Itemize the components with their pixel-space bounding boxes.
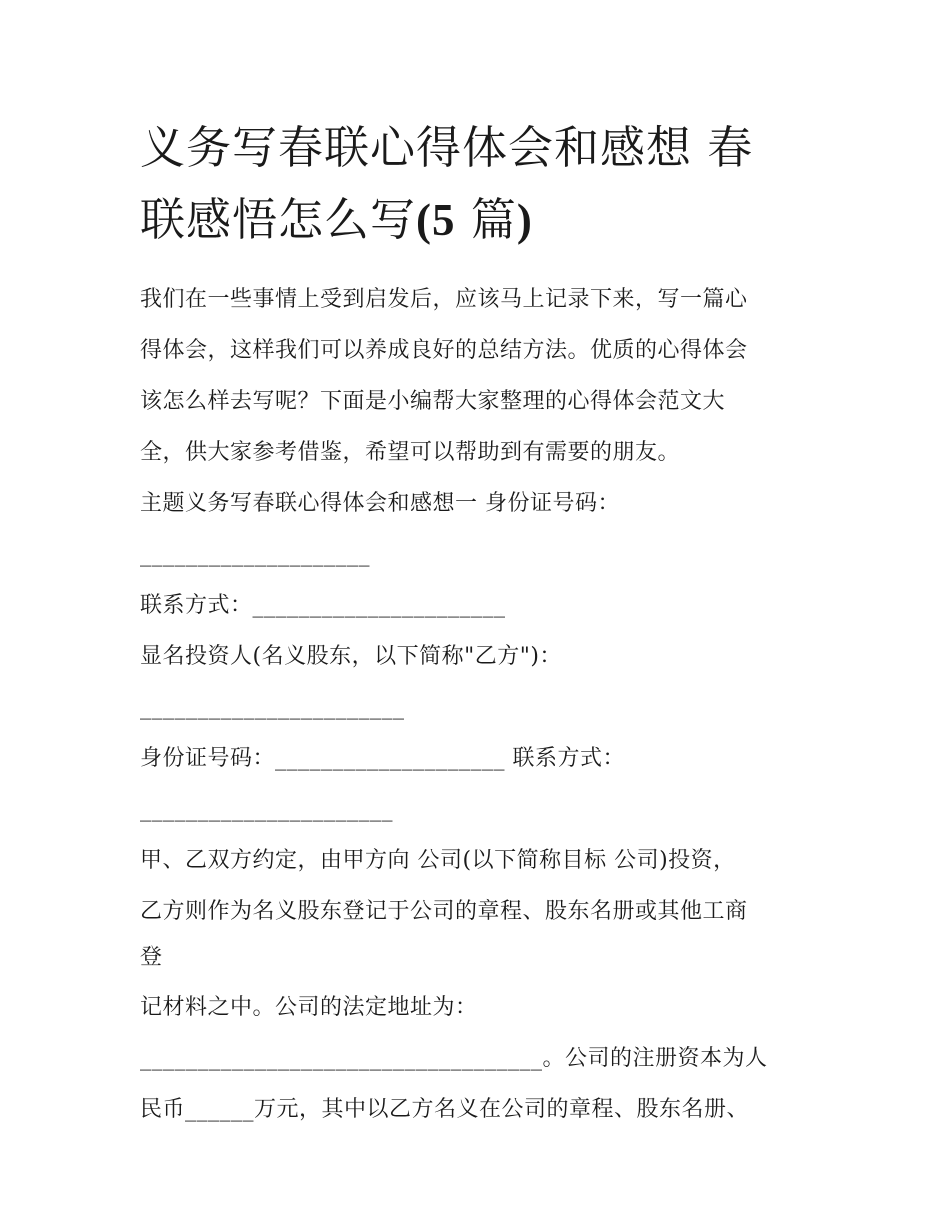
body-line: 得体会，这样我们可以养成良好的总结方法。优质的心得体会 [140, 338, 748, 363]
title-line-2-close: ) [516, 195, 533, 245]
contact-line: 联系方式：______________________ [140, 593, 506, 618]
body-line: 甲、乙双方约定，由甲方向 公司(以下简称目标 公司)投资， [140, 848, 736, 873]
body-line: 记材料之中。公司的法定地址为： [140, 995, 478, 1020]
body-line: 登 [140, 945, 163, 970]
title-line-2 [140, 184, 820, 256]
body-line: 我们在一些事情上受到启发后，应该马上记录下来，写一篇心 [140, 287, 748, 312]
body-line: 民币______万元，其中以乙方名义在公司的章程、股东名册、 [140, 1097, 750, 1122]
blank-field-line: ____________________ [140, 542, 370, 567]
title-line-2-number: (5 [416, 195, 456, 245]
title-line-2-unit: 篇 [455, 193, 517, 246]
title-line-2-text: 联感悟怎么写 [140, 193, 417, 246]
body-line: 乙方则作为名义股东登记于公司的章程、股东名册或其他工商 [140, 899, 748, 924]
address-line: ___________________________________。公司的注册资本为人 [140, 1046, 768, 1071]
document-body [140, 274, 820, 1135]
id-contact-line: 身份证号码：____________________ 联系方式： [140, 746, 625, 771]
document-page [140, 112, 820, 1135]
blank-field-line: ______________________ [140, 797, 393, 822]
body-line: 主题义务写春联心得体会和感想一 身份证号码： [140, 491, 620, 516]
title-line-1: 义务写春联心得体会和感想 春 [140, 121, 754, 174]
blank-field-line: _______________________ [140, 695, 405, 720]
body-line: 显名投资人(名义股东，以下简称"乙方")： [140, 644, 562, 669]
document-title [140, 112, 820, 256]
body-line: 该怎么样去写呢？下面是小编帮大家整理的心得体会范文大 [140, 389, 726, 414]
body-line: 全，供大家参考借鉴，希望可以帮助到有需要的朋友。 [140, 440, 681, 465]
